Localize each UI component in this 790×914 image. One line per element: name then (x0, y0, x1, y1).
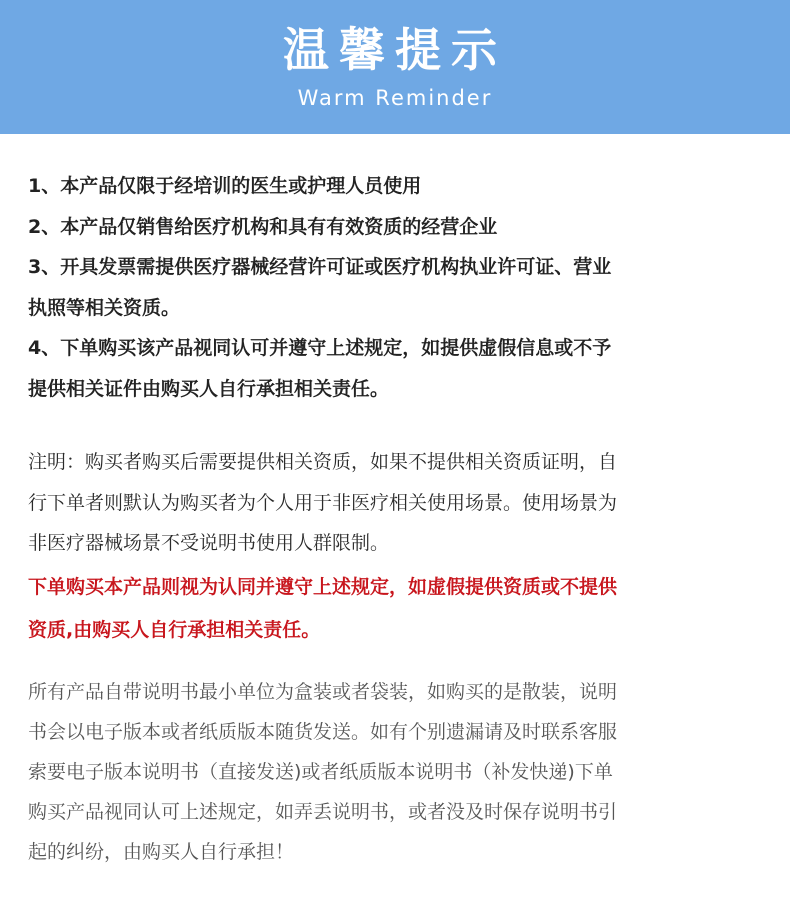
rule-line: 3、开具发票需提供医疗器械经营许可证或医疗机构执业许可证、营业 (28, 256, 612, 279)
rule-line: 1、本产品仅限于经培训的医生或护理人员使用 (28, 175, 422, 197)
page-subtitle: Warm Reminder (297, 86, 493, 110)
manual-line: 所有产品自带说明书最小单位为盒装或者袋装，如购买的是散装，说明 (28, 681, 618, 703)
manual-line: 购买产品视同认可上述规定，如弄丢说明书，或者没及时保存说明书引 (28, 801, 618, 823)
note-line: 非医疗器械场景不受说明书使用人群限制。 (28, 532, 390, 555)
rule-line: 4、下单购买该产品视同认可并遵守上述规定，如提供虚假信息或不予 (28, 337, 612, 360)
warning-line: 下单购买本产品则视为认同并遵守上述规定，如虚假提供资质或不提供 (28, 576, 618, 598)
note-paragraph (28, 442, 768, 564)
manual-line: 起的纠纷，由购买人自行承担！ (28, 841, 295, 863)
rule-line: 2、本产品仅销售给医疗机构和具有有效资质的经营企业 (28, 215, 498, 238)
manual-line: 索要电子版本说明书（直接发送)或者纸质版本说明书（补发快递)下单 (28, 761, 613, 783)
manual-paragraph (28, 672, 768, 872)
page-title: 温馨提示 (283, 23, 507, 77)
header-banner (0, 0, 790, 134)
note-line: 注明：购买者购买后需要提供相关资质，如果不提供相关资质证明，自 (28, 451, 618, 473)
warning-line: 资质,由购买人自行承担相关责任。 (28, 619, 321, 641)
note-line: 行下单者则默认为购买者为个人用于非医疗相关使用场景。使用场景为 (28, 491, 618, 514)
warning-paragraph (28, 566, 768, 652)
rule-line: 执照等相关资质。 (28, 296, 181, 319)
rules-list (28, 166, 768, 410)
manual-line: 书会以电子版本或者纸质版本随货发送。如有个别遗漏请及时联系客服 (28, 721, 618, 743)
rule-line: 提供相关证件由购买人自行承担相关责任。 (28, 377, 390, 400)
